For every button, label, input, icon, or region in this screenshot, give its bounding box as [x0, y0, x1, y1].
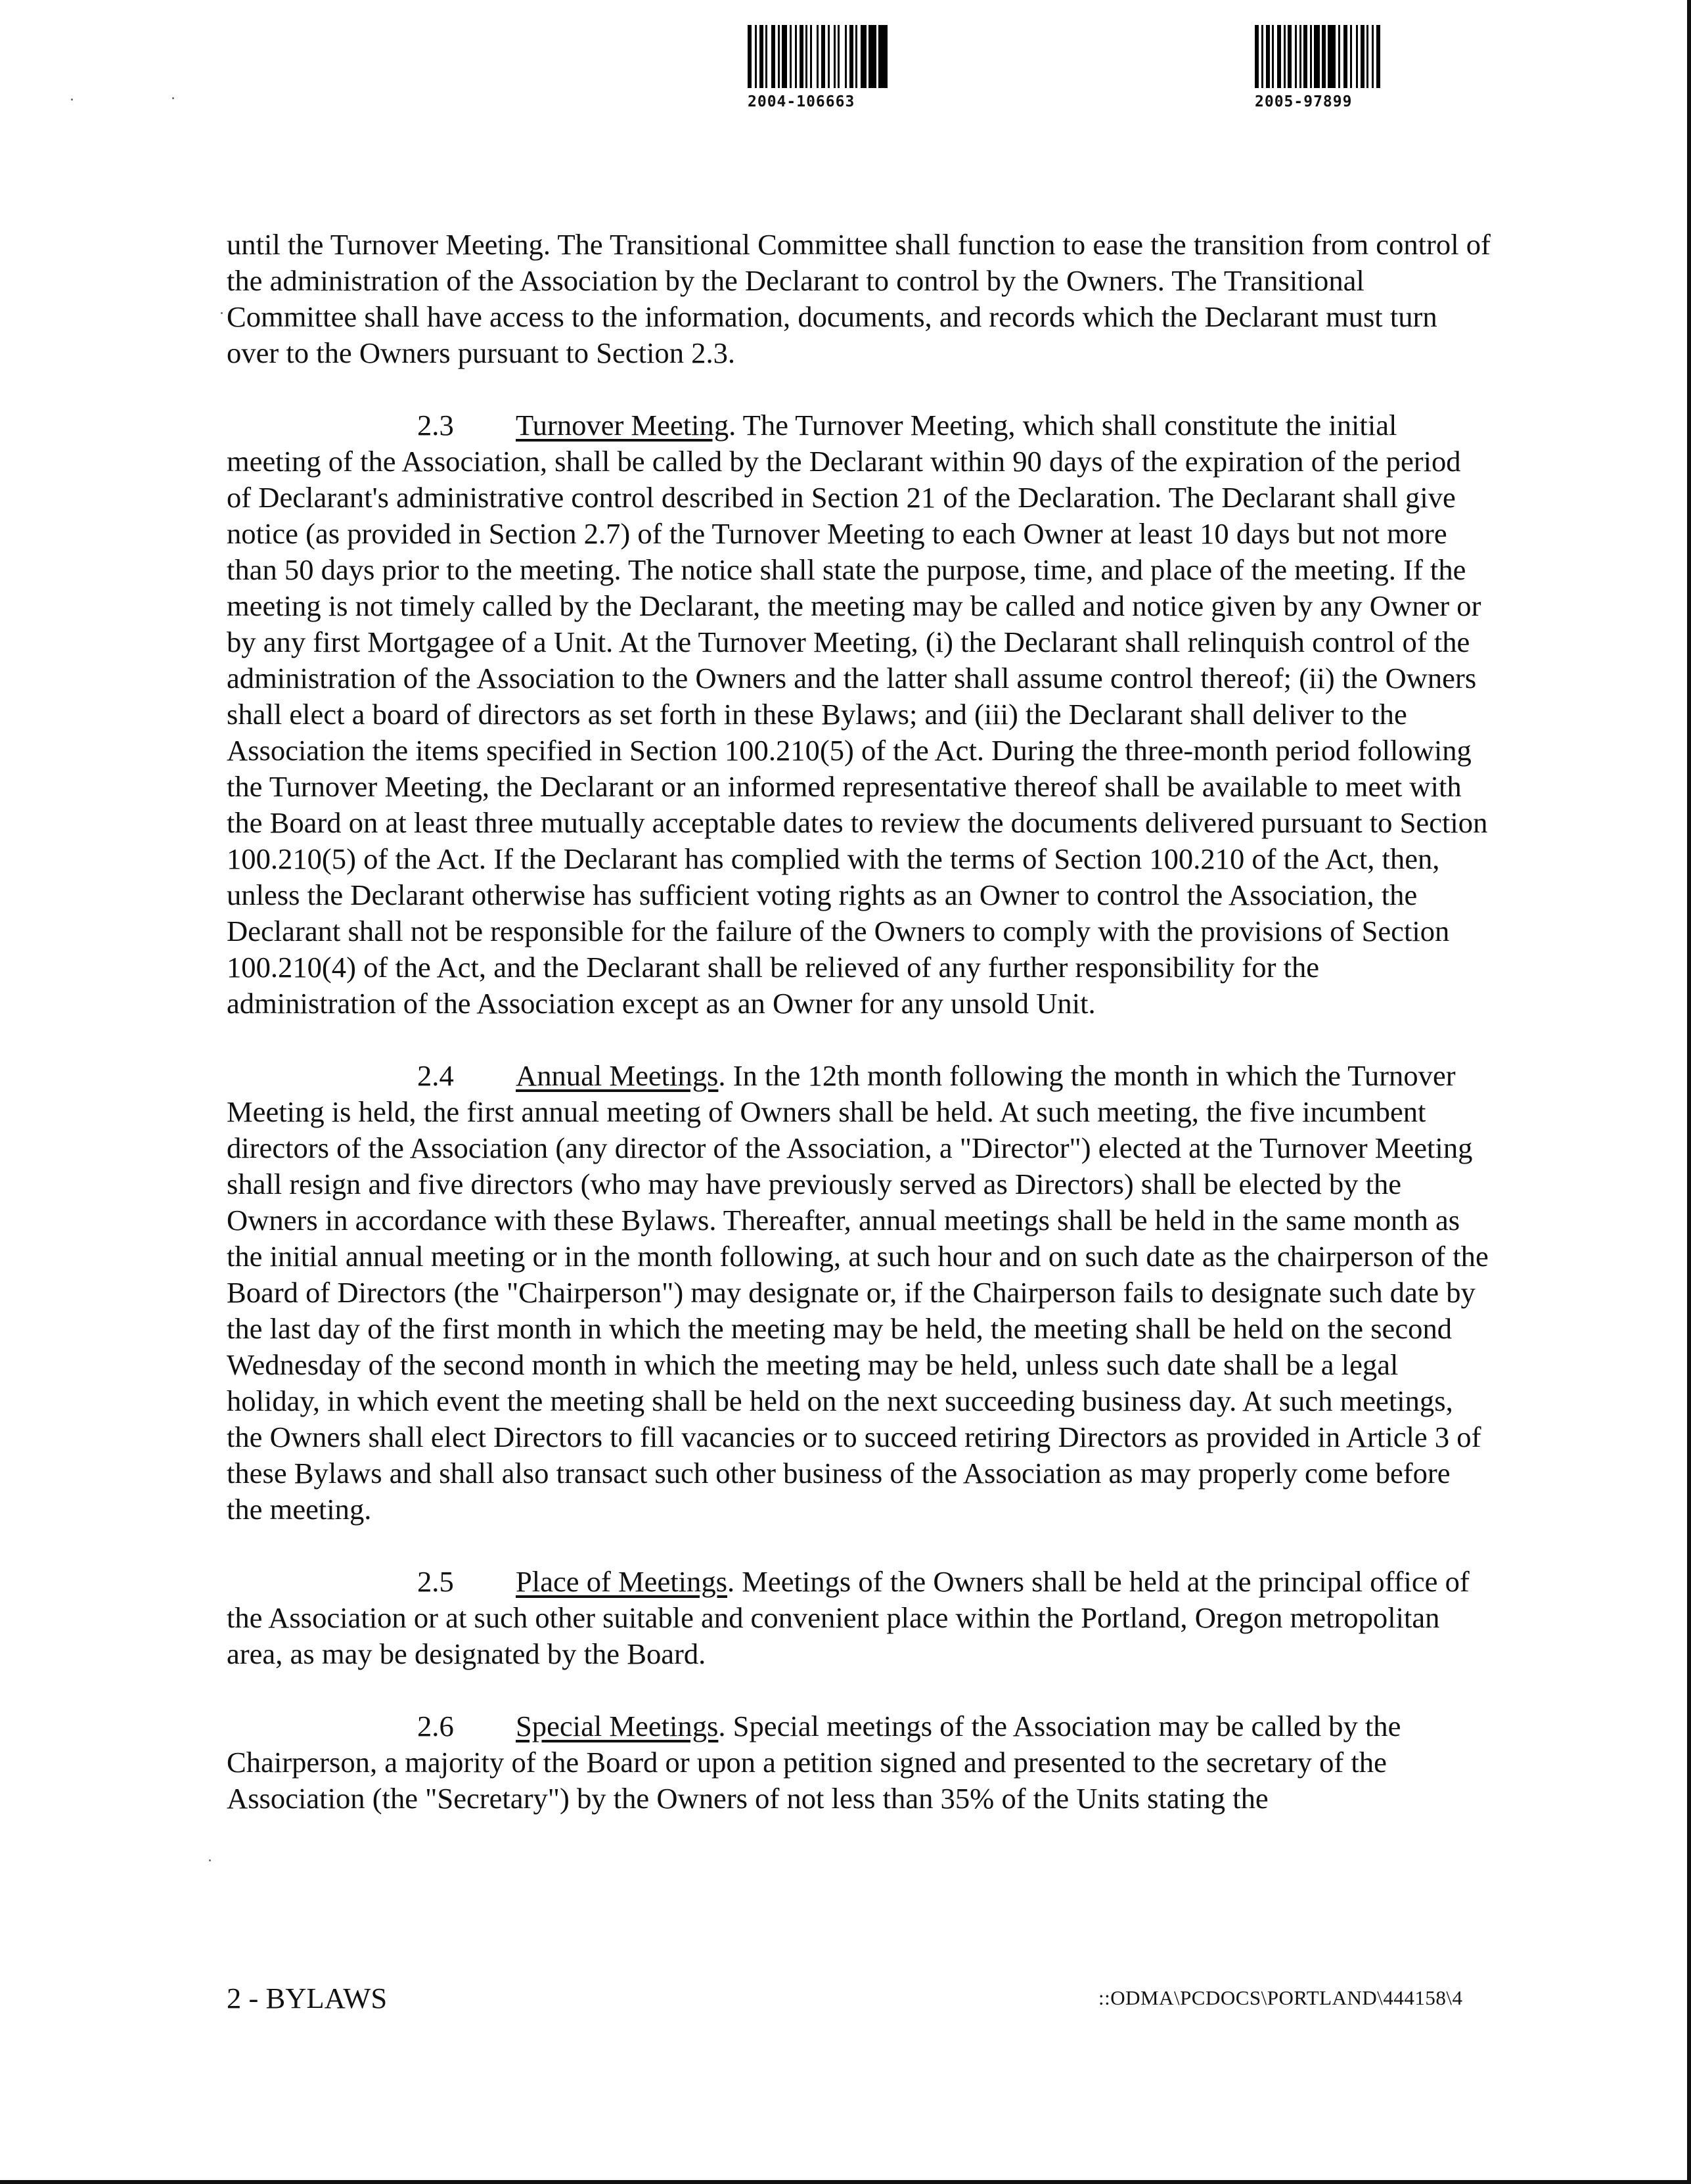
- document-body: [227, 227, 1491, 1817]
- section-2-5: [227, 1564, 1491, 1672]
- barcode-bar: [878, 25, 888, 88]
- scan-speck: [71, 99, 73, 101]
- barcode-bar: [868, 25, 876, 88]
- section-number: 2.5: [417, 1565, 454, 1598]
- section-title: Annual Meetings: [516, 1059, 719, 1092]
- section-text: . Meetings of the Owners shall be held at the principal office of the Association or at such other suitable and convenient place within the Portland, Oregon metropolitan area, as may be designated by the Board.: [227, 1565, 1470, 1670]
- barcode-2-bars: [1255, 25, 1380, 88]
- section-number: 2.4: [417, 1059, 454, 1092]
- barcode-2: [1255, 25, 1380, 110]
- footer-document-path: ::ODMA\PCDOCS\PORTLAND\444158\4: [1098, 1986, 1463, 2009]
- section-title: Place of Meetings: [516, 1565, 727, 1598]
- scan-speck: [209, 1859, 211, 1861]
- continuation-paragraph: until the Turnover Meeting. The Transitional Committee shall function to ease the transition from control of the administration of the Association by the Declarant to control by the Owners. The Transitional Committee shall have access to the information, documents, and records which the Declarant must turn over to the Owners pursuant to Section 2.3.: [227, 228, 1491, 369]
- section-title: Special Meetings: [516, 1710, 719, 1742]
- section-title: Turnover Meeting: [516, 409, 729, 442]
- barcode-1-number: 2004-106663: [748, 93, 855, 110]
- barcode-2-number: 2005-97899: [1255, 93, 1353, 110]
- section-number: 2.3: [417, 409, 454, 442]
- scan-edge-bottom: [0, 2180, 1691, 2184]
- barcode-bar: [840, 25, 845, 88]
- section-2-4: [227, 1058, 1491, 1528]
- scan-speck: [172, 97, 174, 99]
- scan-edge-right: [1687, 0, 1691, 2184]
- barcode-bar: [1328, 25, 1336, 88]
- section-number: 2.6: [417, 1710, 454, 1742]
- section-text: . The Turnover Meeting, which shall constitute the initial meeting of the Association, shall be called by the Declarant within 90 days of the expiration of the period of Declarant's administrative control described in Section 21 of the Declaration. The Declarant shall give notice (as provided in Section 2.7) of the Turnover Meeting to each Owner at least 10 days but not more than 50 days prior to the meeting. The notice shall state the purpose, time, and place of the meeting. If the meeting is not timely called by the Declarant, the meeting may be called and notice given by any Owner or by any first Mortgagee of a Unit. At the Turnover Meeting, (i) the Declarant shall relinquish control of the administration of the Association to the Owners and the latter shall assume control thereof; (ii) the Owners shall elect a board of directors as set forth in these Bylaws; and (iii) the Declarant shall deliver to the Association the items specified in Section 100.210(5) of the Act. During the three-month period following the Turnover Meeting, the Declarant or an informed representative thereof shall be available to meet with the Board on at least three mutually acceptable dates to review the documents delivered pursuant to Section 100.210(5) of the Act. If the Declarant has complied with the terms of Section 100.210 of the Act, then, unless the Declarant otherwise has sufficient voting rights as an Owner to control the Association, the Declarant shall not be responsible for the failure of the Owners to comply with the provisions of Section 100.210(4) of the Act, and the Declarant shall be relieved of any further responsibility for the administration of the Association except as an Owner for any unsold Unit.: [227, 409, 1488, 1020]
- section-text: . Special meetings of the Association may be called by the Chairperson, a majority of the Board or upon a petition signed and presented to the secretary of the Association (the "Secretary") by the Owners of not less than 35% of the Units stating the: [227, 1710, 1401, 1815]
- barcode-1-bars: [748, 25, 888, 88]
- barcode-bar: [1376, 25, 1380, 88]
- footer-page-label: 2 - BYLAWS: [227, 1982, 388, 2014]
- barcode-1: [748, 25, 888, 110]
- section-2-6: [227, 1708, 1491, 1817]
- section-2-3: [227, 407, 1491, 1022]
- barcode-bar: [1314, 25, 1320, 88]
- barcode-bar: [812, 25, 817, 88]
- scan-speck: [221, 312, 223, 314]
- barcode-bar: [782, 25, 787, 88]
- section-text: . In the 12th month following the month in which the Turnover Meeting is held, the first annual meeting of Owners shall be held. At such meeting, the five incumbent directors of the Association (any director of the Association, a "Director") elected at the Turnover Meeting shall resign and five directors (who may have previously served as Directors) shall be elected by the Owners in accordance with these Bylaws. Thereafter, annual meetings shall be held in the same month as the initial annual meeting or in the month following, at such hour and on such date as the chairperson of the Board of Directors (the "Chairperson") may designate or, if the Chairperson fails to designate such date by the last day of the first month in which the meeting may be held, the meeting shall be held on the second Wednesday of the second month in which the meeting may be held, unless such date shall be a legal holiday, in which event the meeting shall be held on the next succeeding business day. At such meetings, the Owners shall elect Directors to fill vacancies or to succeed retiring Directors as provided in Article 3 of these Bylaws and shall also transact such other business of the Association as may properly come before the meeting.: [227, 1059, 1489, 1526]
- barcode-bar: [861, 25, 867, 88]
